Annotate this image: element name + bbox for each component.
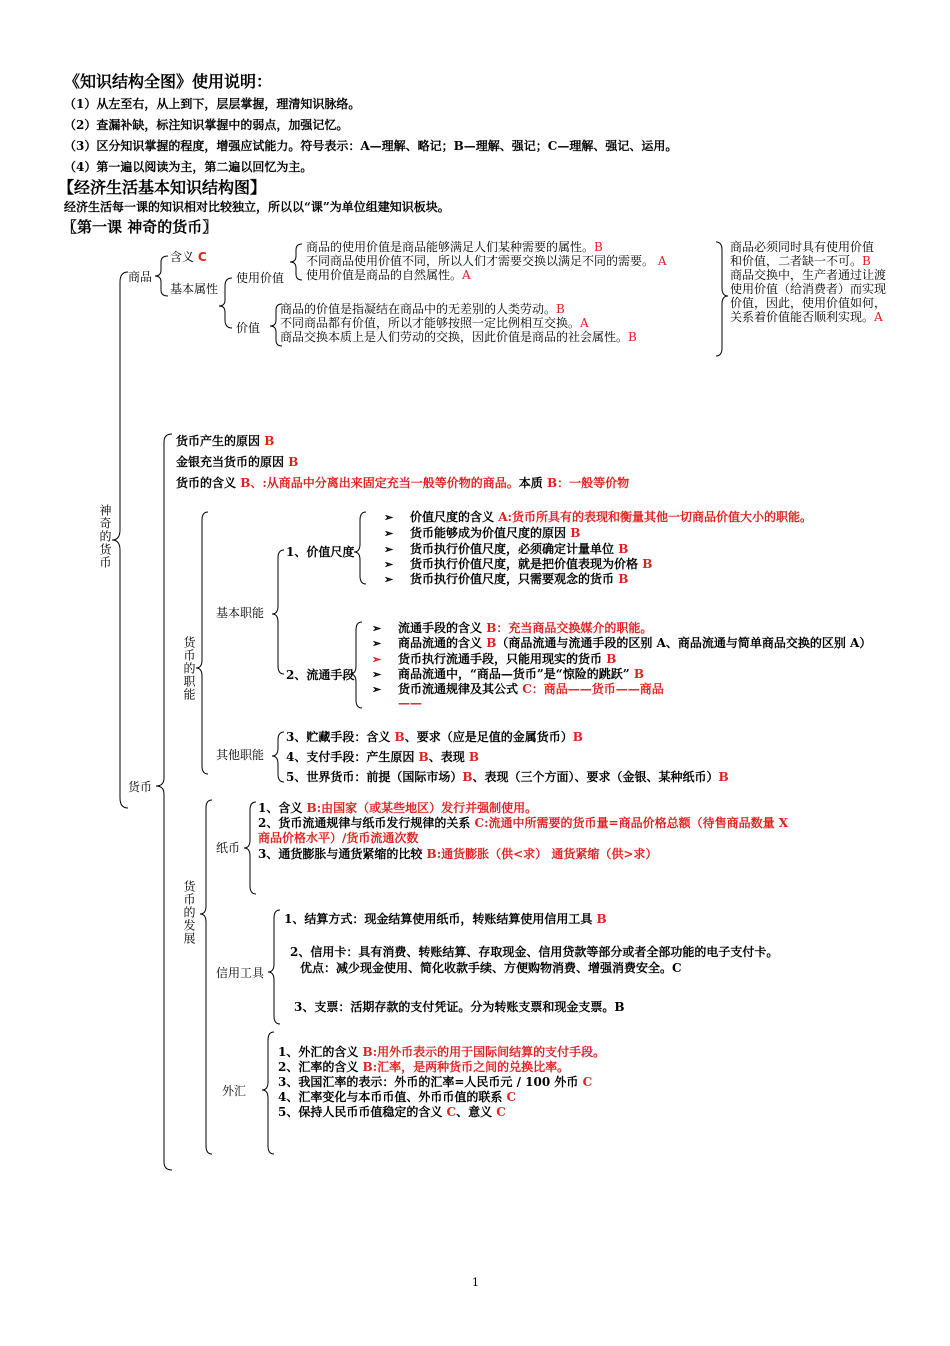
credit-line-1: 1、结算方式：现金结算使用纸币，转账结算使用信用工具 B [284,912,607,926]
section-desc: 经济生活每一课的知识相对比较独立，所以以“课”为单位组建知识板块。 [64,200,450,214]
value-item-1: 商品的价值是指凝结在商品中的无差别的人类劳动。B [280,302,565,316]
relation-line-6: 关系着价值能否顺利实现。A [730,310,883,324]
circulation-item-1: ➢ 流通手段的含义 B：充当商品交换媒介的职能。 [372,621,653,635]
root-label: 神奇的货币 [98,504,112,569]
forex-line-5: 5、保持人民币币值稳定的含义 C、意义 C [278,1105,506,1119]
money-label: 货币 [128,780,153,794]
basic-attr-label: 基本属性 [170,282,219,296]
intro-item-1: （1）从左至右，从上到下，层层掌握，理清知识脉络。 [64,97,361,111]
use-value-label: 使用价值 [236,271,285,285]
use-value-item-2: 不同商品使用价值不同，所以人们才需要交换以满足不同的需要。 A [306,254,667,268]
paper-money-label: 纸币 [216,841,241,855]
circulation-item-3: ➢ 货币执行流通手段，只能用现实的货币 B [372,652,617,666]
credit-line-3: 3、支票：活期存款的支付凭证。分为转账支票和现金支票。B [294,1000,625,1014]
value-measure-item-5: ➢ 货币执行价值尺度，只需要观念的货币 B [384,572,629,586]
value-item-2: 不同商品都有价值，所以才能够按照一定比例相互交换。A [280,316,589,330]
intro-item-3: （3）区分知识掌握的程度，增强应试能力。符号表示：A—理解、略记；B—理解、强记；C—理解、强记、运用。 [64,139,678,153]
commodity-label: 商品 [128,270,153,284]
intro-title: 《知识结构全图》使用说明： [64,72,273,91]
credit-label: 信用工具 [216,966,265,980]
forex-line-1: 1、外汇的含义 B:用外币表示的用于国际间结算的支付手段。 [278,1045,606,1059]
forex-label: 外汇 [222,1084,247,1098]
value-measure-item-4: ➢ 货币执行价值尺度，就是把价值表现为价格 B [384,557,653,571]
paper-line-2b: 商品价格水平）/货币流通次数 [258,831,419,845]
intro-item-4: （4）第一遍以阅读为主，第二遍以回忆为主。 [64,160,313,174]
grade-badge: C [197,250,207,264]
basic-functions-label: 基本职能 [216,606,265,620]
section-title: 【经济生活基本知识结构图】 [58,178,267,197]
paper-line-2: 2、货币流通规律与纸币发行规律的关系 C:流通中所需要的货币量=商品价格总额（待售商品数量 X [258,816,789,830]
relation-line-1: 商品必须同时具有使用价值 [730,240,875,254]
forex-line-3: 3、我国汇率的表示：外币的汇率=人民币元 / 100 外币 C [278,1075,593,1089]
credit-line-2: 2、信用卡：具有消费、转账结算、存取现金、信用贷款等部分或者全部功能的电子支付卡。 [290,945,779,959]
intro-item-2: （2）查漏补缺，标注知识掌握中的弱点，加强记忆。 [64,118,349,132]
value-measure-label: 1、价值尺度 [286,545,355,559]
paper-line-3: 3、通货膨胀与通货紧缩的比较 B:通货膨胀（供<求） 通货紧缩（供>求） [258,847,658,861]
page-number: 1 [472,1276,479,1289]
other-function-5: 5、世界货币：前提（国际市场）B、表现（三个方面）、要求（金银、某种纸币）B [286,770,729,784]
paper-line-1: 1、含义 B:由国家（或某些地区）发行并强制使用。 [258,801,538,815]
value-measure-item-1: ➢ 价值尺度的含义 A:货币所具有的表现和衡量其他一切商品价值大小的职能。 [384,510,812,524]
circulation-tail: —— [398,696,422,710]
relation-line-2: 和价值，二者缺一不可。B [730,254,871,268]
functions-label: 货币的职能 [182,636,196,701]
value-measure-item-2: ➢ 货币能够成为价值尺度的原因 B [384,526,581,540]
forex-line-2: 2、汇率的含义 B:汇率，是两种货币之间的兑换比率。 [278,1060,570,1074]
other-functions-label: 其他职能 [216,748,265,762]
circulation-item-2: ➢ 商品流通的含义 B（商品流通与流通手段的区别 A、商品流通与简单商品交换的区别 A） [372,636,872,650]
relation-line-3: 商品交换中，生产者通过让渡 [730,268,887,282]
gold-reason: 金银充当货币的原因 B [176,455,299,469]
money-meaning: 货币的含义 B、:从商品中分离出来固定充当一般等价物的商品。本质 B：一般等价物 [176,476,630,490]
relation-line-4: 使用价值（给消费者）而实现 [730,282,887,296]
commodity-meaning: 含义 C [170,250,207,264]
value-measure-item-3: ➢ 货币执行价值尺度，必须确定计量单位 B [384,542,629,556]
development-label: 货币的发展 [182,880,196,945]
money-origin: 货币产生的原因 B [176,434,275,448]
circulation-item-4: ➢ 商品流通中，“商品—货币”是“惊险的跳跃” B [372,667,644,681]
other-function-3: 3、贮藏手段：含义 B、要求（应是足值的金属货币）B [286,730,583,744]
other-function-4: 4、支付手段：产生原因 B、表现 B [286,750,480,764]
value-item-3: 商品交换本质上是人们劳动的交换，因此价值是商品的社会属性。B [280,330,637,344]
forex-line-4: 4、汇率变化与本币币值、外币币值的联系 C [278,1090,517,1104]
circulation-item-5: ➢ 货币流通规律及其公式 C：商品——货币——商品 [372,682,664,696]
use-value-item-3: 使用价值是商品的自然属性。A [306,268,471,282]
relation-line-5: 价值，因此，使用价值如何， [730,296,887,310]
lesson-title: 〖第一课 神奇的货币〗 [62,218,218,236]
circulation-label: 2、流通手段 [286,668,355,682]
value-label: 价值 [236,321,261,335]
use-value-item-1: 商品的使用价值是商品能够满足人们某种需要的属性。B [306,240,603,254]
credit-line-2b: 优点：减少现金使用、简化收款手续、方便购物消费、增强消费安全。C [300,961,682,975]
